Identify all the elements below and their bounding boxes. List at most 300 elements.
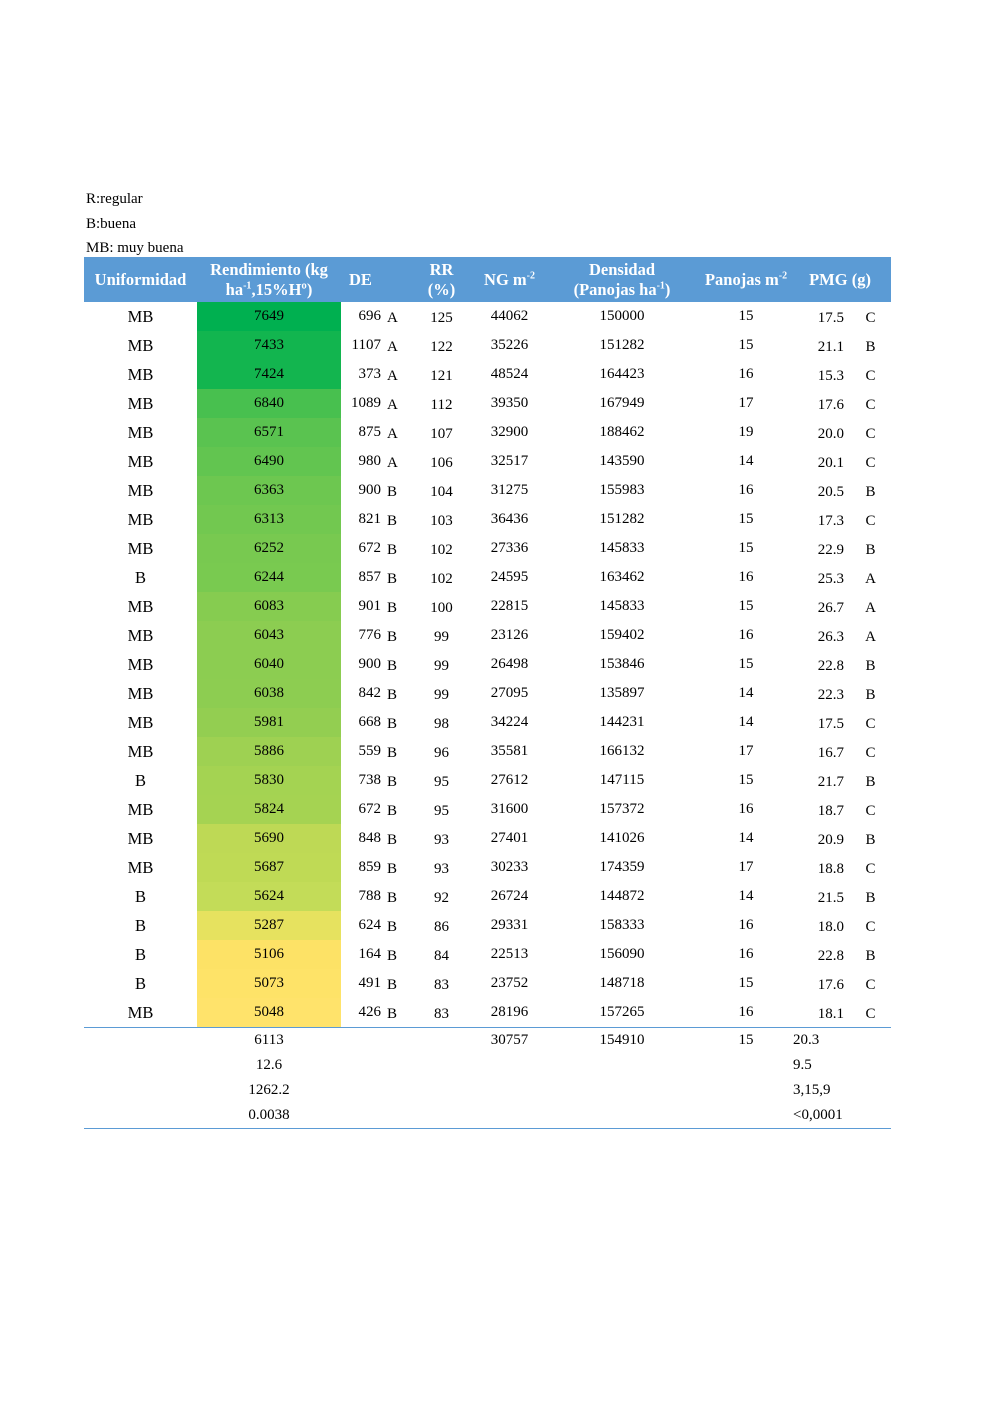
cell-pmg: 25.3 — [817, 571, 845, 587]
cell-rr: 122 — [430, 339, 453, 355]
cell-uniformidad: MB — [127, 1002, 154, 1022]
cell-de: 1089 — [351, 395, 381, 411]
cell-de-letter: A — [387, 455, 398, 471]
cell-de: 1107 — [351, 337, 381, 353]
cell-rr: 121 — [430, 368, 453, 384]
cell-panojas: 15 — [738, 540, 754, 556]
cell-uniformidad: B — [134, 886, 146, 906]
stat-ng — [478, 1103, 541, 1129]
cell-pmg: 21.7 — [817, 774, 845, 790]
cell-de-letter: B — [387, 513, 398, 529]
cell-pmg-letter: A — [865, 571, 876, 587]
cell-rr: 98 — [434, 716, 450, 732]
cell-pmg-letter: C — [865, 368, 876, 384]
cell-pmg-letter: B — [865, 890, 876, 906]
cell-rr: 83 — [434, 977, 450, 993]
table-row — [84, 621, 891, 650]
header-uniformidad: Uniformidad — [84, 257, 197, 302]
cell-de-letter: B — [387, 716, 398, 732]
cell-pmg-letter: C — [865, 716, 876, 732]
stats-row — [84, 1028, 891, 1054]
table-row — [84, 940, 891, 969]
cell-de: 672 — [358, 540, 381, 556]
stat-empty — [381, 1028, 405, 1054]
stat-densidad: 154910 — [541, 1028, 703, 1054]
cell-pmg: 20.1 — [817, 455, 845, 471]
cell-densidad: 174359 — [599, 859, 645, 875]
cell-panojas: 15 — [738, 511, 754, 527]
stat-ng: 30757 — [478, 1028, 541, 1054]
cell-de: 776 — [358, 627, 381, 643]
cell-uniformidad: MB — [127, 509, 154, 529]
cell-pmg: 20.5 — [817, 484, 845, 500]
table-row — [84, 592, 891, 621]
header-densidad: Densidad (Panojas $ha^{-1}$) — [541, 257, 703, 302]
cell-ng: 28196 — [490, 1004, 529, 1020]
cell-de: 624 — [358, 917, 381, 933]
cell-pmg-letter: B — [865, 339, 876, 355]
cell-de-letter: B — [387, 832, 398, 848]
cell-densidad: 145833 — [599, 598, 645, 614]
cell-densidad: 158333 — [599, 917, 645, 933]
cell-ng: 22513 — [490, 946, 529, 962]
cell-de-letter: B — [387, 687, 398, 703]
cell-de: 821 — [358, 511, 381, 527]
cell-rendimiento: 6490 — [197, 447, 341, 476]
cell-de: 373 — [358, 366, 381, 382]
stat-panojas — [703, 1078, 789, 1103]
cell-panojas: 17 — [738, 859, 754, 875]
stat-rendimiento: 1262.2 — [248, 1082, 290, 1098]
cell-pmg-letter: B — [865, 774, 876, 790]
cell-de-letter: A — [387, 397, 398, 413]
stat-densidad — [541, 1053, 703, 1078]
cell-de-letter: B — [387, 919, 398, 935]
table-row — [84, 418, 891, 447]
header-panojas: Panojas $m^{-2}$ — [703, 257, 789, 302]
cell-pmg: 17.5 — [817, 310, 845, 326]
cell-de-letter: B — [387, 948, 398, 964]
cell-rr: 107 — [430, 426, 453, 442]
cell-de: 875 — [358, 424, 381, 440]
cell-de: 559 — [358, 743, 381, 759]
cell-uniformidad: MB — [127, 625, 154, 645]
cell-pmg: 26.3 — [817, 629, 845, 645]
cell-rendimiento: 6040 — [197, 650, 341, 679]
legend-muy-buena: MB: muy buena — [86, 240, 184, 256]
cell-ng: 48524 — [490, 366, 529, 382]
stat-empty — [341, 1078, 381, 1103]
table-row — [84, 882, 891, 911]
cell-panojas: 14 — [738, 714, 754, 730]
cell-uniformidad: MB — [127, 857, 154, 877]
cell-panojas: 17 — [738, 395, 754, 411]
cell-pmg: 16.7 — [817, 745, 845, 761]
cell-rendimiento: 6083 — [197, 592, 341, 621]
cell-uniformidad: MB — [127, 451, 154, 471]
cell-rr: 102 — [430, 571, 453, 587]
cell-ng: 23126 — [490, 627, 529, 643]
cell-uniformidad: MB — [127, 364, 154, 384]
stat-empty — [405, 1103, 478, 1129]
table-row — [84, 360, 891, 389]
cell-uniformidad: MB — [127, 422, 154, 442]
cell-pmg: 17.6 — [817, 977, 845, 993]
cell-rr: 93 — [434, 832, 450, 848]
cell-pmg: 22.8 — [817, 658, 845, 674]
cell-pmg: 18.0 — [817, 919, 845, 935]
cell-pmg-letter: A — [865, 600, 876, 616]
cell-pmg-letter: C — [865, 513, 876, 529]
cell-panojas: 16 — [738, 801, 754, 817]
table-body — [84, 302, 891, 1129]
cell-de: 738 — [358, 772, 381, 788]
table-row — [84, 911, 891, 940]
cell-rr: 99 — [434, 629, 450, 645]
table-row — [84, 795, 891, 824]
stat-empty — [84, 1103, 197, 1129]
cell-rr: 93 — [434, 861, 450, 877]
cell-de-letter: A — [387, 426, 398, 442]
cell-uniformidad: MB — [127, 306, 154, 326]
cell-pmg-letter: C — [865, 803, 876, 819]
cell-uniformidad: B — [134, 973, 146, 993]
cell-pmg: 20.0 — [817, 426, 845, 442]
cell-pmg: 17.5 — [817, 716, 845, 732]
cell-uniformidad: MB — [127, 538, 154, 558]
cell-pmg-letter: B — [865, 658, 876, 674]
cell-de: 848 — [358, 830, 381, 846]
cell-ng: 27095 — [490, 685, 529, 701]
cell-rendimiento: 5830 — [197, 766, 341, 795]
cell-pmg-letter: C — [865, 397, 876, 413]
cell-panojas: 14 — [738, 685, 754, 701]
cell-densidad: 166132 — [599, 743, 645, 759]
cell-ng: 34224 — [490, 714, 529, 730]
cell-ng: 23752 — [490, 975, 529, 991]
cell-densidad: 148718 — [599, 975, 645, 991]
cell-panojas: 14 — [738, 830, 754, 846]
cell-ng: 44062 — [490, 308, 529, 324]
cell-rendimiento: 5687 — [197, 853, 341, 882]
table-row — [84, 534, 891, 563]
cell-de-letter: A — [387, 368, 398, 384]
header-rendimiento: Rendimiento (kg $ha^{-1},15\%Hº$) — [197, 257, 341, 302]
cell-rr: 103 — [430, 513, 453, 529]
stat-panojas — [703, 1103, 789, 1129]
cell-rendimiento: 6252 — [197, 534, 341, 563]
stat-empty — [381, 1078, 405, 1103]
cell-de-letter: B — [387, 600, 398, 616]
cell-densidad: 147115 — [599, 772, 645, 788]
cell-uniformidad: MB — [127, 393, 154, 413]
cell-ng: 36436 — [490, 511, 529, 527]
cell-densidad: 167949 — [599, 395, 645, 411]
cell-pmg-letter: C — [865, 310, 876, 326]
cell-de: 859 — [358, 859, 381, 875]
cell-rendimiento: 6840 — [197, 389, 341, 418]
stats-row — [84, 1078, 891, 1103]
cell-panojas: 16 — [738, 569, 754, 585]
cell-de: 672 — [358, 801, 381, 817]
cell-pmg-letter: B — [865, 832, 876, 848]
cell-de: 842 — [358, 685, 381, 701]
stat-empty — [381, 1053, 405, 1078]
stat-empty — [341, 1103, 381, 1129]
cell-ng: 31600 — [490, 801, 529, 817]
table-row — [84, 969, 891, 998]
cell-densidad: 145833 — [599, 540, 645, 556]
cell-ng: 27336 — [490, 540, 529, 556]
cell-de-letter: B — [387, 861, 398, 877]
cell-ng: 35226 — [490, 337, 529, 353]
cell-panojas: 15 — [738, 975, 754, 991]
cell-pmg-letter: A — [865, 629, 876, 645]
legend — [86, 187, 184, 261]
stat-ng — [478, 1078, 541, 1103]
cell-rr: 106 — [430, 455, 453, 471]
cell-densidad: 155983 — [599, 482, 645, 498]
table-row — [84, 476, 891, 505]
cell-de-letter: B — [387, 571, 398, 587]
cell-de-letter: B — [387, 803, 398, 819]
cell-de: 788 — [358, 888, 381, 904]
cell-uniformidad: B — [134, 915, 146, 935]
table-row — [84, 650, 891, 679]
cell-ng: 27401 — [490, 830, 529, 846]
stat-empty — [84, 1053, 197, 1078]
cell-rr: 95 — [434, 803, 450, 819]
cell-uniformidad: MB — [127, 596, 154, 616]
stat-pmg: 9.5 — [793, 1057, 812, 1073]
cell-ng: 39350 — [490, 395, 529, 411]
cell-rendimiento: 5886 — [197, 737, 341, 766]
table-row — [84, 853, 891, 882]
cell-densidad: 150000 — [599, 308, 645, 324]
cell-panojas: 16 — [738, 1004, 754, 1020]
cell-ng: 30233 — [490, 859, 529, 875]
stats-row — [84, 1053, 891, 1078]
cell-rendimiento: 7649 — [197, 302, 341, 331]
cell-de: 901 — [358, 598, 381, 614]
cell-rr: 96 — [434, 745, 450, 761]
cell-de-letter: B — [387, 745, 398, 761]
cell-rendimiento: 5624 — [197, 882, 341, 911]
cell-ng: 29331 — [490, 917, 529, 933]
cell-de: 426 — [358, 1004, 381, 1020]
header-pmg: PMG (g) — [789, 257, 891, 302]
cell-pmg-letter: C — [865, 745, 876, 761]
table-row — [84, 447, 891, 476]
stat-empty — [405, 1078, 478, 1103]
stat-empty — [84, 1078, 197, 1103]
cell-densidad: 144872 — [599, 888, 645, 904]
cell-densidad: 151282 — [599, 511, 645, 527]
cell-de-letter: B — [387, 629, 398, 645]
cell-uniformidad: B — [134, 944, 146, 964]
cell-pmg: 18.1 — [817, 1006, 845, 1022]
cell-densidad: 144231 — [599, 714, 645, 730]
cell-pmg: 21.5 — [817, 890, 845, 906]
cell-uniformidad: MB — [127, 741, 154, 761]
cell-uniformidad: MB — [127, 683, 154, 703]
cell-pmg-letter: C — [865, 426, 876, 442]
cell-de-letter: B — [387, 542, 398, 558]
cell-densidad: 159402 — [599, 627, 645, 643]
cell-ng: 32900 — [490, 424, 529, 440]
cell-densidad: 157372 — [599, 801, 645, 817]
stat-empty — [341, 1053, 381, 1078]
stat-panojas — [703, 1053, 789, 1078]
cell-ng: 24595 — [490, 569, 529, 585]
cell-rendimiento: 6043 — [197, 621, 341, 650]
cell-de: 696 — [358, 308, 381, 324]
cell-de: 900 — [358, 482, 381, 498]
cell-uniformidad: MB — [127, 480, 154, 500]
cell-rendimiento: 7424 — [197, 360, 341, 389]
cell-pmg: 22.3 — [817, 687, 845, 703]
cell-densidad: 164423 — [599, 366, 645, 382]
cell-rendimiento: 6244 — [197, 563, 341, 592]
cell-uniformidad: MB — [127, 828, 154, 848]
cell-uniformidad: MB — [127, 335, 154, 355]
cell-rr: 92 — [434, 890, 450, 906]
legend-regular: R:regular — [86, 191, 143, 207]
cell-panojas: 15 — [738, 337, 754, 353]
cell-ng: 27612 — [490, 772, 529, 788]
cell-uniformidad: B — [134, 770, 146, 790]
cell-pmg: 22.8 — [817, 948, 845, 964]
stat-empty — [405, 1028, 478, 1054]
cell-panojas: 15 — [738, 656, 754, 672]
cell-de: 164 — [358, 946, 381, 962]
cell-pmg-letter: C — [865, 919, 876, 935]
cell-ng: 32517 — [490, 453, 529, 469]
cell-rendimiento: 5048 — [197, 998, 341, 1028]
cell-ng: 22815 — [490, 598, 529, 614]
cell-panojas: 16 — [738, 366, 754, 382]
stat-panojas: 15 — [703, 1028, 789, 1054]
header-ng: NG $m^{-2}$ — [478, 257, 541, 302]
cell-de-letter: A — [387, 310, 398, 326]
cell-uniformidad: B — [134, 567, 146, 587]
cell-pmg-letter: B — [865, 687, 876, 703]
cell-pmg-letter: C — [865, 1006, 876, 1022]
cell-de-letter: A — [387, 339, 398, 355]
cell-rendimiento: 5824 — [197, 795, 341, 824]
cell-panojas: 16 — [738, 482, 754, 498]
cell-densidad: 141026 — [599, 830, 645, 846]
table-row — [84, 679, 891, 708]
cell-panojas: 16 — [738, 627, 754, 643]
cell-ng: 26498 — [490, 656, 529, 672]
stat-rendimiento: 0.0038 — [197, 1103, 341, 1129]
cell-pmg-letter: B — [865, 948, 876, 964]
table-row — [84, 505, 891, 534]
stat-pmg: <0,0001 — [789, 1103, 891, 1129]
cell-rendimiento: 5287 — [197, 911, 341, 940]
cell-densidad: 188462 — [599, 424, 645, 440]
cell-rr: 86 — [434, 919, 450, 935]
cell-panojas: 14 — [738, 453, 754, 469]
cell-de: 491 — [358, 975, 381, 991]
cell-uniformidad: MB — [127, 654, 154, 674]
cell-ng: 31275 — [490, 482, 529, 498]
table-row — [84, 737, 891, 766]
cell-rr: 102 — [430, 542, 453, 558]
cell-rendimiento: 5106 — [197, 940, 341, 969]
cell-panojas: 16 — [738, 946, 754, 962]
cell-rendimiento: 5073 — [197, 969, 341, 998]
stat-densidad — [541, 1078, 703, 1103]
cell-rr: 104 — [430, 484, 453, 500]
cell-de-letter: B — [387, 1006, 398, 1022]
cell-de: 980 — [358, 453, 381, 469]
cell-rr: 112 — [430, 397, 453, 413]
table-row — [84, 708, 891, 737]
cell-pmg: 18.7 — [817, 803, 845, 819]
cell-pmg: 20.9 — [817, 832, 845, 848]
cell-pmg: 22.9 — [817, 542, 845, 558]
cell-pmg-letter: B — [865, 484, 876, 500]
cell-panojas: 15 — [738, 598, 754, 614]
cell-de-letter: B — [387, 977, 398, 993]
cell-rr: 83 — [434, 1006, 450, 1022]
cell-pmg: 26.7 — [817, 600, 845, 616]
cell-rr: 100 — [430, 600, 453, 616]
cell-ng: 35581 — [490, 743, 529, 759]
stat-pmg: 3,15,9 — [793, 1082, 831, 1098]
cell-rr: 95 — [434, 774, 450, 790]
stat-empty — [405, 1053, 478, 1078]
cell-panojas: 19 — [738, 424, 754, 440]
header-row — [84, 257, 891, 302]
cell-de: 900 — [358, 656, 381, 672]
cell-densidad: 157265 — [599, 1004, 645, 1020]
cell-de-letter: B — [387, 658, 398, 674]
table-row — [84, 331, 891, 360]
cell-de-letter: B — [387, 484, 398, 500]
stat-densidad — [541, 1103, 703, 1129]
cell-densidad: 156090 — [599, 946, 645, 962]
cell-pmg-letter: B — [865, 542, 876, 558]
table-row — [84, 302, 891, 331]
header-rr: RR (%) — [405, 257, 478, 302]
cell-rendimiento: 6038 — [197, 679, 341, 708]
stat-empty — [341, 1028, 381, 1054]
cell-de: 668 — [358, 714, 381, 730]
cell-rr: 125 — [430, 310, 453, 326]
results-table — [84, 257, 891, 1129]
cell-rendimiento: 7433 — [197, 331, 341, 360]
cell-de: 857 — [358, 569, 381, 585]
cell-de-letter: B — [387, 890, 398, 906]
stat-empty — [381, 1103, 405, 1129]
table-row — [84, 824, 891, 853]
cell-panojas: 14 — [738, 888, 754, 904]
cell-rendimiento: 6313 — [197, 505, 341, 534]
legend-buena: B:buena — [86, 215, 136, 232]
header-de: DE — [341, 257, 405, 302]
cell-ng: 26724 — [490, 888, 529, 904]
cell-rr: 99 — [434, 658, 450, 674]
cell-densidad: 163462 — [599, 569, 645, 585]
cell-pmg-letter: C — [865, 455, 876, 471]
cell-panojas: 16 — [738, 917, 754, 933]
cell-rr: 99 — [434, 687, 450, 703]
cell-pmg: 21.1 — [817, 339, 845, 355]
cell-pmg: 17.3 — [817, 513, 845, 529]
